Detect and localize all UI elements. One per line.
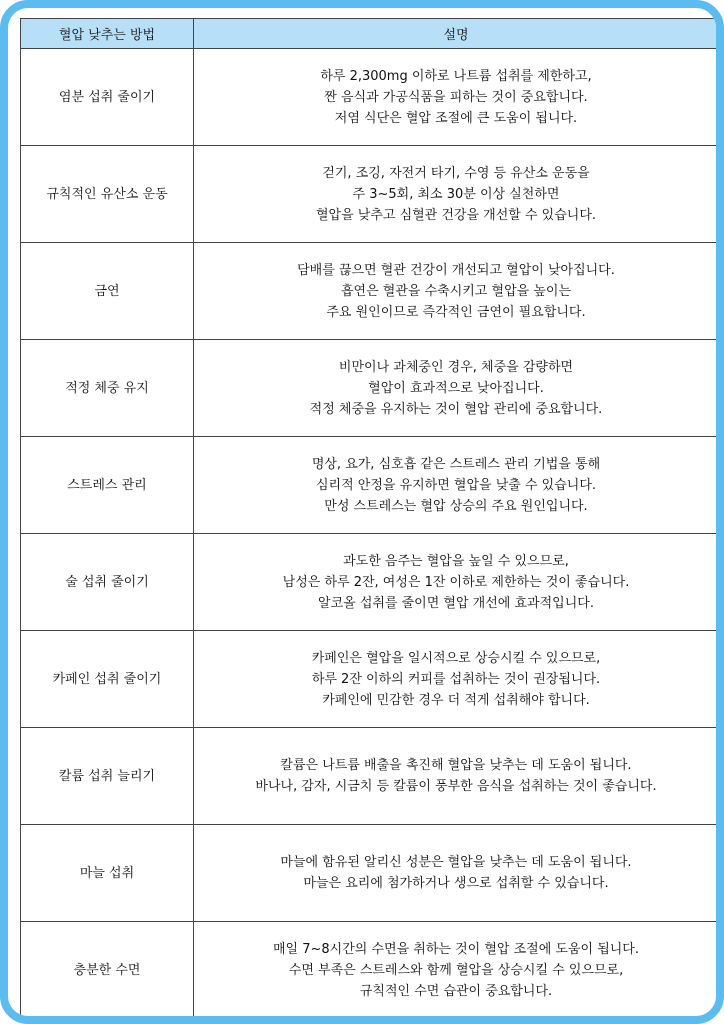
method-cell: 적정 체중 유지 [21, 340, 194, 437]
description-line: 마늘에 함유된 알리신 성분은 혈압을 낮추는 데 도움이 됩니다. [280, 855, 632, 870]
table-body [21, 49, 719, 1019]
description-cell [194, 340, 719, 437]
description-line: 과도한 음주는 혈압을 높일 수 있으므로, [343, 553, 569, 569]
description-line: 마늘은 요리에 첨가하거나 생으로 섭취할 수 있습니다. [303, 876, 609, 891]
method-cell: 술 섭취 줄이기 [21, 534, 194, 631]
method-cell: 칼륨 섭취 늘리기 [21, 728, 194, 825]
method-cell: 충분한 수면 [21, 922, 194, 1019]
description-line: 적정 체중을 유지하는 것이 혈압 관리에 중요합니다. [309, 401, 603, 417]
table-row [21, 243, 719, 340]
description-line: 카페인에 민감한 경우 더 적게 섭취해야 합니다. [322, 692, 590, 708]
description-line: 심리적 안정을 유지하면 혈압을 낮출 수 있습니다. [315, 477, 597, 493]
description-line: 주 3~5회, 최소 30분 이상 실천하면 [352, 186, 560, 202]
table-row [21, 825, 719, 922]
description-line: 알코올 섭취를 줄이면 혈압 개선에 효과적입니다. [318, 595, 594, 611]
description-cell [194, 437, 719, 534]
table-row [21, 922, 719, 1019]
description-line: 혈압을 낮추고 심혈관 건강을 개선할 수 있습니다. [315, 207, 597, 223]
description-line: 규칙적인 수면 습관이 중요합니다. [359, 983, 553, 999]
header-method: 혈압 낮추는 방법 [21, 19, 194, 49]
description-line: 비만이나 과체중인 경우, 체중을 감량하면 [338, 359, 574, 375]
description-line: 걷기, 조깅, 자전거 타기, 수영 등 유산소 운동을 [322, 165, 590, 181]
method-cell: 마늘 섭취 [21, 825, 194, 922]
method-cell: 금연 [21, 243, 194, 340]
description-line: 남성은 하루 2잔, 여성은 1잔 이하로 제한하는 것이 좋습니다. [282, 574, 630, 590]
method-cell: 염분 섭취 줄이기 [21, 49, 194, 146]
description-line: 명상, 요가, 심호흡 같은 스트레스 관리 기법을 통해 [311, 456, 601, 472]
table-row [21, 728, 719, 825]
description-cell [194, 631, 719, 728]
description-cell [194, 728, 719, 825]
content-sheet [20, 18, 718, 1023]
table-row [21, 340, 719, 437]
description-line: 저염 식단은 혈압 조절에 큰 도움이 됩니다. [334, 110, 578, 126]
description-line: 흡연은 혈관을 수축시키고 혈압을 높이는 [340, 283, 571, 299]
description-cell [194, 825, 719, 922]
header-description: 설명 [194, 19, 719, 49]
description-line: 칼륨은 나트륨 배출을 촉진해 혈압을 낮추는 데 도움이 됩니다. [280, 758, 632, 773]
table-header-row [21, 19, 719, 49]
description-line: 매일 7~8시간의 수면을 취하는 것이 혈압 조절에 도움이 됩니다. [272, 941, 640, 957]
description-cell [194, 49, 719, 146]
description-line: 하루 2,300mg 이하로 나트륨 섭취를 제한하고, [320, 68, 592, 84]
table-row [21, 49, 719, 146]
description-line: 만성 스트레스는 혈압 상승의 주요 원인입니다. [324, 498, 588, 514]
description-line: 담배를 끊으면 혈관 건강이 개선되고 혈압이 낮아집니다. [297, 262, 615, 278]
description-line: 바나나, 감자, 시금치 등 칼륨이 풍부한 음식을 섭취하는 것이 좋습니다. [255, 779, 657, 794]
table-row [21, 534, 719, 631]
description-line: 수면 부족은 스트레스와 함께 혈압을 상승시킬 수 있으므로, [288, 962, 624, 978]
description-cell [194, 243, 719, 340]
method-cell: 규칙적인 유산소 운동 [21, 146, 194, 243]
blood-pressure-table [20, 18, 719, 1019]
description-cell [194, 146, 719, 243]
table-row [21, 437, 719, 534]
description-cell [194, 534, 719, 631]
description-line: 하루 2잔 이하의 커피를 섭취하는 것이 권장됩니다. [311, 671, 601, 687]
description-cell [194, 922, 719, 1019]
method-cell: 스트레스 관리 [21, 437, 194, 534]
table-row [21, 146, 719, 243]
description-line: 카페인은 혈압을 일시적으로 상승시킬 수 있으므로, [311, 650, 601, 666]
description-line: 짠 음식과 가공식품을 피하는 것이 중요합니다. [324, 89, 588, 105]
table-row [21, 631, 719, 728]
description-line: 혈압이 효과적으로 낮아집니다. [368, 380, 544, 396]
method-cell: 카페인 섭취 줄이기 [21, 631, 194, 728]
description-line: 주요 원인이므로 즉각적인 금연이 필요합니다. [326, 304, 586, 320]
